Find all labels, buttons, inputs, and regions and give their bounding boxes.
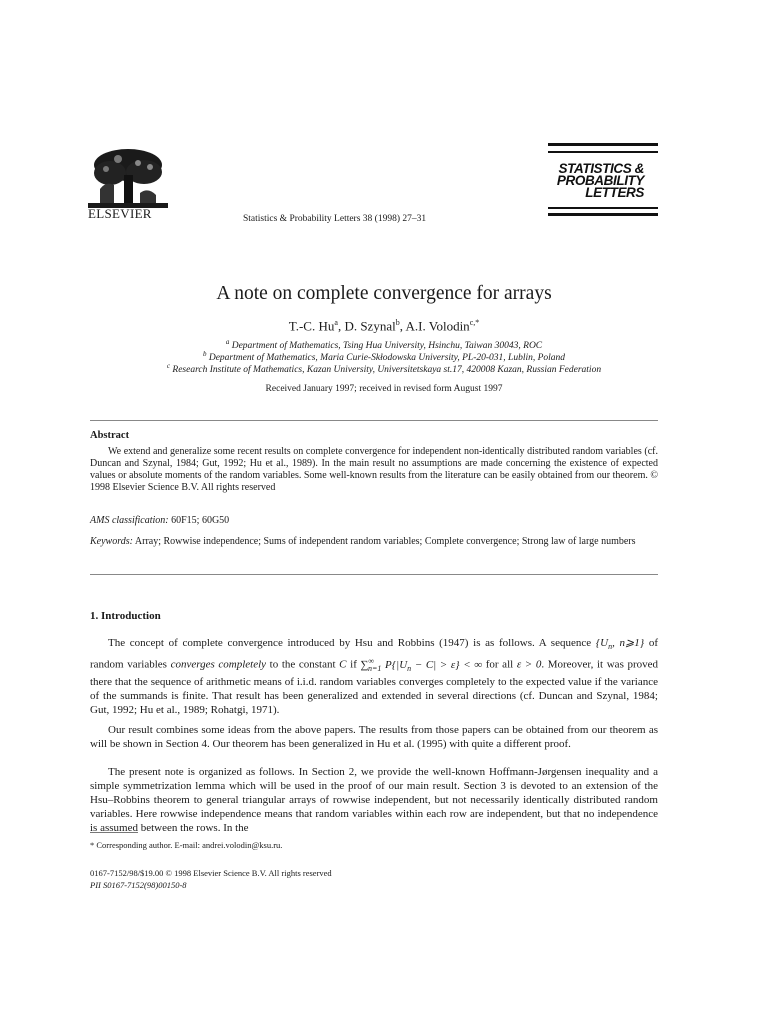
author-name: D. Szynal	[344, 318, 396, 334]
text-run: to the constant	[266, 658, 340, 671]
intro-paragraph-2: Our result combines some ideas from the above papers. The results from those papers can be obtained from our theorem as will be shown in Section 4. Our theorem has been generalized in Hu et al. (1995) with quite a different proof.	[90, 724, 658, 750]
affiliation-mark: c	[166, 362, 171, 370]
divider-top	[90, 420, 658, 421]
affiliation-text: Department of Mathematics, Tsing Hua University, Hsinchu, Taiwan 30043, ROC	[231, 341, 543, 352]
received-dates: Received January 1997; received in revised form August 1997	[265, 384, 503, 394]
ams-classification	[90, 515, 229, 526]
text-run: The concept of complete convergence introduced by Hsu and Robbins (1947) is as follows. A sequence	[108, 637, 596, 649]
author-affiliation-mark: a	[334, 318, 338, 327]
affiliation-c	[0, 362, 768, 375]
math-epsilon: ε > 0	[516, 658, 542, 671]
paper-title: A note on complete convergence for arrays	[216, 283, 552, 304]
publisher-name: ELSEVIER	[88, 206, 152, 221]
affiliation-mark: a	[225, 338, 230, 346]
math-subscript: n=1	[368, 663, 382, 673]
author-name: A.I. Volodin	[405, 318, 470, 334]
author-separator: ,	[399, 318, 406, 334]
journal-logo-rule-top	[548, 143, 658, 146]
divider-bottom	[90, 574, 658, 575]
math-sum-symbol: ∑	[360, 658, 369, 671]
affiliation-text: Department of Mathematics, Maria Curie-Skłodowska University, PL-20-031, Lublin, Poland	[208, 353, 566, 364]
author-list	[0, 318, 768, 334]
journal-logo-line-3: LETTERS	[585, 185, 644, 200]
math-sum-expression	[360, 656, 483, 673]
author-separator: ,	[337, 318, 345, 334]
intro-paragraph-3: The present note is organized as follows. In Section 2, we provide the well-known Hoffmann-Jørgensen inequality and a simple symmetrization lemma which will be used in the proof of our main result. Section 3 is devoted to an extension of the Hsu–Robbins theorem to general triangular arrays of rowwise independent, but not necessarily identically distributed random variables. Here rowwise independence means that random variables within each row are independent, but that no independence is assumed between the rows. In the	[90, 766, 658, 834]
math-run: − C| > ε} < ∞	[411, 658, 483, 671]
section-heading-introduction: 1. Introduction	[90, 610, 161, 622]
math-run: , n⩾1}	[612, 637, 645, 649]
footnote-divider	[90, 832, 138, 833]
author-affiliation-mark: c,*	[469, 318, 480, 327]
ams-label: AMS classification:	[90, 515, 169, 526]
affiliation-text: Research Institute of Mathematics, Kazan University, Universitetskaya st.17, 420008 Kazan, Russian Federation	[172, 365, 602, 376]
journal-logo-rule-top-2	[548, 151, 658, 153]
affiliation-mark: b	[202, 350, 207, 358]
text-run: if	[346, 658, 361, 671]
elsevier-tree-logo-icon	[88, 145, 168, 213]
math-subscript: n	[407, 663, 412, 673]
journal-logo-line-1: STATISTICS &	[558, 161, 644, 176]
keywords	[90, 536, 658, 548]
keywords-label: Keywords:	[90, 536, 133, 547]
math-run: {U	[595, 637, 609, 649]
math-superscript: ∞	[368, 656, 375, 666]
math-constant: C	[339, 658, 347, 671]
abstract-body: We extend and generalize some recent results on complete convergence for independent non-identically distributed random variables (cf. Duncan and Szynal, 1984; Gut, 1992; Hu et al., 1989). In the main result no assumptions are made concerning the existence of expected values or absolute moments of the random variables. Some well-known results from the literature can be easily obtained from our theorem. © 1998 Elsevier Science B.V. All rights reserved	[90, 446, 658, 493]
author-affiliation-mark: b	[395, 318, 400, 327]
math-sequence	[595, 637, 645, 652]
author-name: T.-C. Hu	[288, 318, 335, 334]
journal-logo-line-2: PROBABILITY	[556, 173, 644, 188]
journal-logo	[548, 143, 658, 218]
keywords-value: Array; Rowwise independence; Sums of independent random variables; Complete convergence; Strong law of large numbers	[132, 536, 636, 547]
emphasis-text: converges completely	[170, 658, 267, 671]
text-run: of random variables	[90, 637, 658, 671]
intro-paragraph-1	[90, 637, 658, 718]
text-run: . Moreover, it was proved there that the sequence of arithmetic means of i.i.d. random variables converges completely to the expected value if the variance of the summands is finite. That result has been generalized and extended in several directions (cf. Duncan and Szynal, 1984; Gut, 1992; Hu et al., 1989; Rohatgi, 1971).	[90, 658, 659, 716]
math-subscript: n	[608, 642, 613, 652]
copyright-line: 0167-7152/98/$19.00 © 1998 Elsevier Science B.V. All rights reserved	[90, 868, 332, 878]
journal-logo-rule-bottom	[548, 207, 658, 209]
text-run: for all	[482, 658, 517, 671]
math-run: P{|U	[381, 658, 408, 671]
ams-value: 60F15; 60G50	[168, 515, 230, 526]
corresponding-author-footnote: * Corresponding author. E-mail: andrei.volodin@ksu.ru.	[90, 840, 283, 850]
journal-reference: Statistics & Probability Letters 38 (1998) 27–31	[243, 214, 427, 224]
abstract-heading: Abstract	[90, 430, 130, 441]
journal-logo-rule-bottom-2	[548, 213, 658, 216]
pii-line: PII S0167-7152(98)00150-8	[90, 880, 187, 890]
